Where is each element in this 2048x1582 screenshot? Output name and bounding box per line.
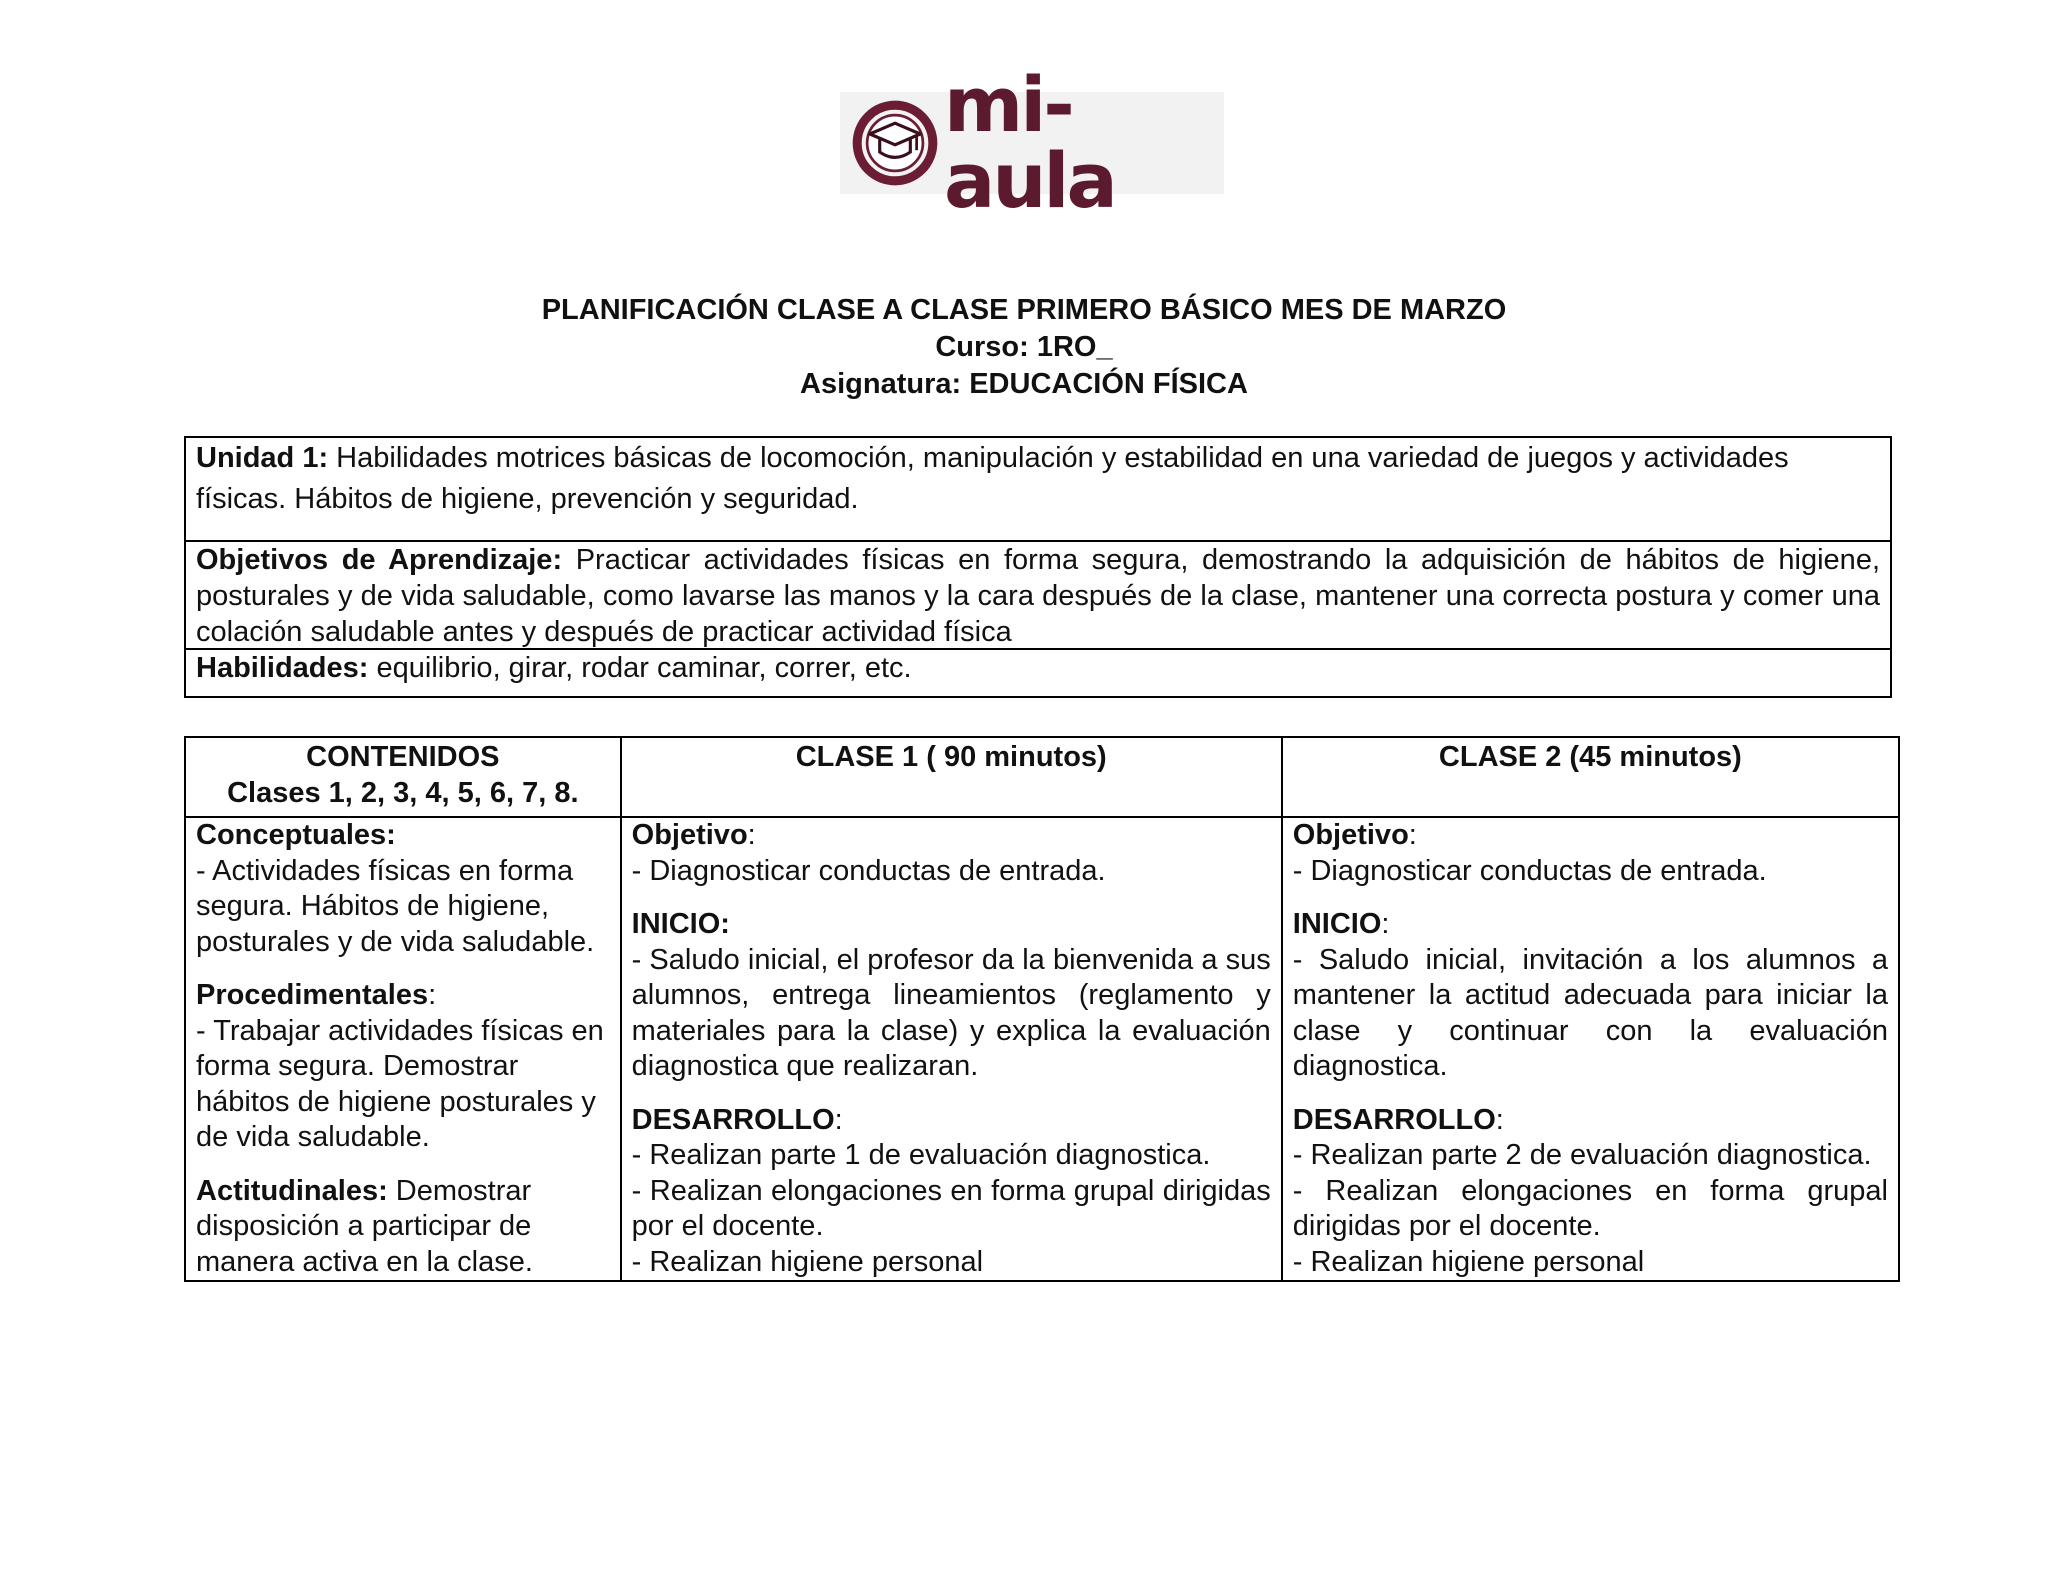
class-plan-table <box>184 736 1900 1282</box>
class1-dev-label: DESARROLLO <box>631 1103 835 1136</box>
table-body-row <box>185 817 1899 1281</box>
objectives-label: Objetivos de Aprendizaje: <box>196 544 563 576</box>
attitudinal-text: Demostrar disposición a participar de manera activa en la clase. <box>196 1174 533 1278</box>
attitudinal-label: Actitudinales: <box>196 1174 388 1207</box>
procedural-text: - Trabajar actividades físicas en forma segura. Demostrar hábitos de higiene posturales y de vida saludable. <box>196 1014 604 1153</box>
unit-row <box>186 438 1890 542</box>
logo-text: mi-aula <box>944 60 1115 225</box>
class1-dev-line: - Realizan higiene personal <box>631 1245 984 1278</box>
class2-dev-line: - Realizan higiene personal <box>1292 1245 1645 1278</box>
procedural-label: Procedimentales <box>196 979 429 1011</box>
unit-text: Habilidades motrices básicas de locomoción, manipulación y estabilidad en una variedad de juegos y actividades físicas. Hábitos de higiene, prevención y seguridad. <box>196 442 1789 515</box>
class1-objective-text: - Diagnosticar conductas de entrada. <box>631 854 1106 887</box>
mi-aula-logo <box>840 60 1224 225</box>
class2-dev-line: - Realizan elongaciones en forma grupal dirigidas por el docente. <box>1292 1174 1888 1242</box>
graduation-cap-icon <box>850 95 940 191</box>
contents-title: CONTENIDOS <box>306 741 500 773</box>
class2-cell: Objetivo: - Diagnosticar conductas de entrada. INICIO: - Saludo inicial, invitación a los alumnos a mantener la actitud adecuada para iniciar la clase y continuar con la evaluación diagnostica. DESARROLLO: - Realizan parte 2 de evaluación diagnostica. - Realizan elongaciones en forma grupal dirigidas por el docente. - Realizan higiene personal <box>1282 817 1899 1281</box>
table-header-row <box>185 737 1899 817</box>
unit-label: Unidad 1: <box>196 442 329 474</box>
skills-text: equilibrio, girar, rodar caminar, correr, etc. <box>368 652 912 684</box>
class1-objective-label: Objetivo <box>631 819 748 851</box>
class2-start-text: - Saludo inicial, invitación a los alumnos a mantener la actitud adecuada para iniciar la clase y continuar con la evaluación diagnostica. <box>1292 943 1888 1082</box>
class2-objective-label: Objetivo <box>1292 819 1409 851</box>
class2-dev-line: - Realizan parte 2 de evaluación diagnostica. <box>1292 1139 1872 1171</box>
objectives-row <box>186 542 1890 650</box>
unit-info-box <box>184 436 1892 698</box>
contents-subtitle: Clases 1, 2, 3, 4, 5, 6, 7, 8. <box>227 776 579 809</box>
class1-header: CLASE 1 ( 90 minutos) <box>621 737 1282 817</box>
skills-label: Habilidades: <box>196 652 369 684</box>
document-title: PLANIFICACIÓN CLASE A CLASE PRIMERO BÁSICO MES DE MARZO <box>541 294 1507 326</box>
subject-label: Asignatura: EDUCACIÓN FÍSICA <box>800 368 1248 400</box>
skills-row <box>186 650 1890 696</box>
contents-header <box>185 737 621 817</box>
objectives-text: Practicar actividades físicas en forma segura, demostrando la adquisición de hábitos de higiene, posturales y de vida saludable, como lavarse las manos y la cara después de la clase, mantener una correcta postura y comer una colación saludable antes y después de practicar actividad física <box>196 544 1881 648</box>
course-label: Curso: 1RO_ <box>935 331 1113 363</box>
class1-dev-line: - Realizan elongaciones en forma grupal dirigidas por el docente. <box>631 1174 1271 1242</box>
class1-dev-line: - Realizan parte 1 de evaluación diagnostica. <box>631 1139 1211 1171</box>
class2-dev-label: DESARROLLO <box>1292 1103 1496 1136</box>
contents-cell: Conceptuales: - Actividades físicas en forma segura. Hábitos de higiene, posturales y de vida saludable. Procedimentales: - Trabajar actividades físicas en forma segura. Demostrar hábitos de higiene posturales y de vida saludable. Actitudinales: Demostrar disposición a participar de manera activa en la clase. <box>185 817 621 1281</box>
class2-header: CLASE 2 (45 minutos) <box>1282 737 1899 817</box>
conceptual-label: Conceptuales: <box>196 819 396 851</box>
class2-objective-text: - Diagnosticar conductas de entrada. <box>1292 854 1767 887</box>
class1-start-text: - Saludo inicial, el profesor da la bienvenida a sus alumnos, entrega lineamientos (reglamento y materiales para la clase) y explica la evaluación diagnostica que realizaran. <box>631 943 1271 1082</box>
conceptual-text: - Actividades físicas en forma segura. Hábitos de higiene, posturales y de vida saludable. <box>196 854 595 958</box>
class1-cell: Objetivo: - Diagnosticar conductas de entrada. INICIO: - Saludo inicial, el profesor da la bienvenida a sus alumnos, entrega lineamientos (reglamento y materiales para la clase) y explica la evaluación diagnostica que realizaran. DESARROLLO: - Realizan parte 1 de evaluación diagnostica. - Realizan elongaciones en forma grupal dirigidas por el docente. - Realizan higiene personal <box>621 817 1282 1281</box>
class1-start-label: INICIO: <box>631 908 730 940</box>
class2-start-label: INICIO <box>1292 908 1382 940</box>
